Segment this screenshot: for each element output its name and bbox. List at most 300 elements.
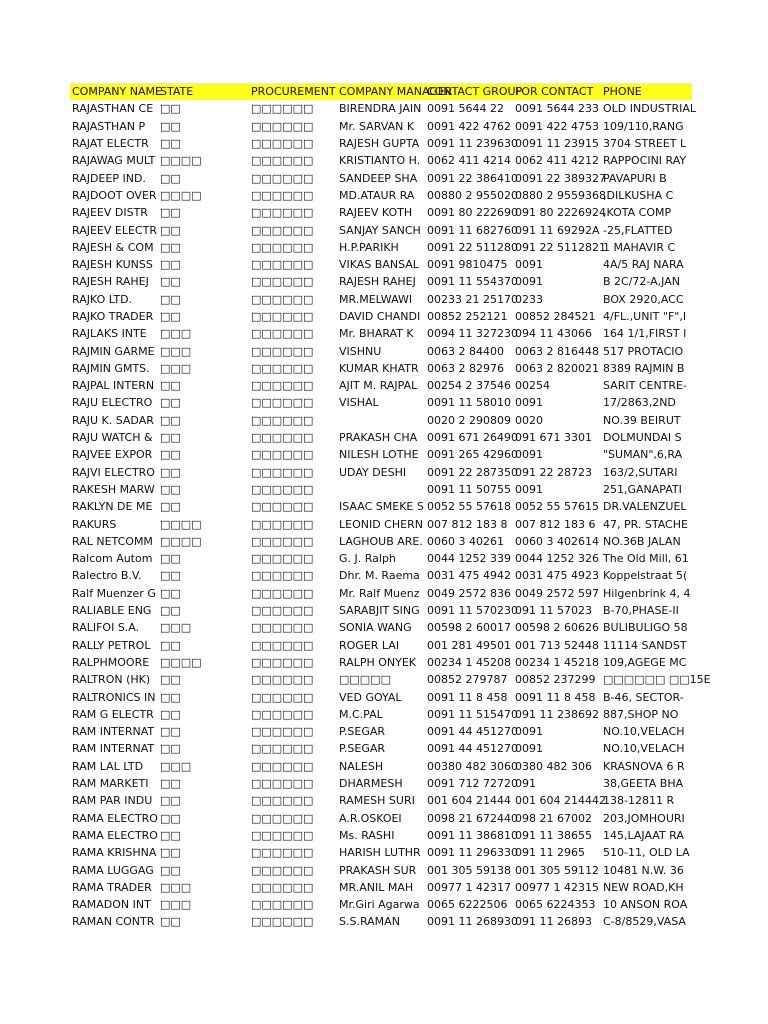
cell-company-manager[interactable]: S.S.RAMAN [339, 915, 400, 929]
cell-procurement[interactable]: □□□□□□ [251, 171, 314, 185]
cell-contact-group[interactable]: 0062 411 4214 [427, 154, 511, 168]
cell-procurement[interactable]: □□□□□□ [251, 707, 314, 721]
cell-state[interactable]: □□ [160, 569, 181, 583]
cell-phone[interactable]: 4A/5 RAJ NARA [603, 258, 684, 272]
cell-state[interactable]: □□ [160, 690, 181, 704]
cell-phone[interactable]: -25,FLATTED [603, 223, 673, 237]
cell-company-name[interactable]: RAMA TRADER [72, 880, 152, 894]
cell-company-manager[interactable]: BIRENDRA JAIN [339, 102, 422, 116]
cell-procurement[interactable]: □□□□□□ [251, 119, 314, 133]
cell-phone[interactable]: 47, PR. STACHE [603, 517, 688, 531]
cell-company-manager[interactable]: RAMESH SURI [339, 794, 415, 808]
cell-contact-group[interactable]: 0091 11 554370 [427, 275, 518, 289]
cell-for-contact[interactable]: 091 11 69292A [515, 223, 600, 237]
cell-state[interactable]: □□ [160, 240, 181, 254]
cell-phone[interactable]: 3704 STREET L [603, 137, 687, 151]
cell-company-name[interactable]: RALTRON (HK) [72, 673, 151, 687]
cell-for-contact[interactable]: 00977 1 42315 [515, 880, 599, 894]
cell-for-contact[interactable]: 091 11 38655 [515, 828, 592, 842]
cell-state[interactable]: □□ [160, 102, 181, 116]
cell-procurement[interactable]: □□□□□□ [251, 794, 314, 808]
cell-state[interactable]: □□□ [160, 327, 192, 341]
cell-for-contact[interactable]: 091 11 57023 [515, 604, 592, 618]
cell-company-manager[interactable]: SONIA WANG [339, 621, 412, 635]
cell-state[interactable]: □□ [160, 742, 181, 756]
cell-company-name[interactable]: RAM PAR INDU [72, 794, 153, 808]
cell-state[interactable]: □□ [160, 258, 181, 272]
cell-for-contact[interactable]: 0044 1252 326 [515, 552, 599, 566]
cell-company-name[interactable]: RAM MARKETI [72, 777, 149, 791]
cell-company-manager[interactable]: Mr. BHARAT K [339, 327, 414, 341]
header-company-manager[interactable]: COMPANY MANAGER [339, 85, 453, 99]
cell-company-manager[interactable]: RALPH ONYEK [339, 655, 417, 669]
cell-phone[interactable]: 517 PROTACIO [603, 344, 684, 358]
cell-contact-group[interactable]: 00254 2 37546 [427, 379, 511, 393]
cell-state[interactable]: □□ [160, 673, 181, 687]
cell-phone[interactable]: 145,LAJAAT RA [603, 828, 684, 842]
cell-contact-group[interactable]: 0020 2 290809 [427, 413, 511, 427]
cell-company-name[interactable]: RAMAN CONTR [72, 915, 155, 929]
cell-company-manager[interactable]: H.P.PARIKH [339, 240, 399, 254]
cell-state[interactable]: □□ [160, 292, 181, 306]
cell-state[interactable]: □□ [160, 863, 181, 877]
cell-company-name[interactable]: RAM INTERNAT [72, 725, 155, 739]
cell-state[interactable]: □□ [160, 811, 181, 825]
cell-company-name[interactable]: RAJESH RAHEJ [72, 275, 149, 289]
cell-contact-group[interactable]: 0091 44 451270 [427, 742, 518, 756]
cell-for-contact[interactable]: 0091 [515, 482, 543, 496]
cell-procurement[interactable]: □□□□□□ [251, 396, 314, 410]
cell-procurement[interactable]: □□□□□□ [251, 863, 314, 877]
cell-phone[interactable]: BOX 2920,ACC [603, 292, 684, 306]
cell-for-contact[interactable]: 0091 [515, 742, 543, 756]
cell-phone[interactable]: KRASNOVA 6 R [603, 759, 685, 773]
cell-for-contact[interactable]: 0091 [515, 275, 543, 289]
cell-contact-group[interactable]: 0065 6222506 [427, 898, 508, 912]
cell-for-contact[interactable]: 0062 411 4212 [515, 154, 599, 168]
cell-for-contact[interactable]: 0052 55 57615 [515, 500, 599, 514]
cell-company-name[interactable]: RAJESH KUNSS [72, 258, 153, 272]
cell-contact-group[interactable]: 0031 475 4942 [427, 569, 511, 583]
cell-phone[interactable]: NO.10,VELACH [603, 742, 685, 756]
cell-for-contact[interactable]: 0020 [515, 413, 543, 427]
cell-phone[interactable]: PAVAPURI B [603, 171, 667, 185]
cell-state[interactable]: □□ [160, 482, 181, 496]
cell-procurement[interactable]: □□□□□□ [251, 188, 314, 202]
cell-company-name[interactable]: Ralectro B.V. [72, 569, 142, 583]
cell-contact-group[interactable]: 0091 80 222690 [427, 206, 518, 220]
cell-contact-group[interactable]: 0094 11 327230 [427, 327, 518, 341]
cell-procurement[interactable]: □□□□□□ [251, 586, 314, 600]
cell-phone[interactable]: 1 MAHAVIR C [603, 240, 676, 254]
cell-company-manager[interactable]: Ms. RASHI [339, 828, 395, 842]
cell-company-manager[interactable]: DAVID CHANDI [339, 310, 421, 323]
cell-contact-group[interactable]: 0091 5644 22 [427, 102, 504, 116]
cell-procurement[interactable]: □□□□□□ [251, 482, 314, 496]
cell-company-manager[interactable]: SARABJIT SING [339, 604, 420, 618]
cell-contact-group[interactable]: 0091 11 682760 [427, 223, 518, 237]
cell-company-name[interactable]: RALIABLE ENG [72, 604, 152, 618]
cell-for-contact[interactable]: 091 80 2226924 [515, 206, 606, 220]
cell-procurement[interactable]: □□□□□□ [251, 604, 314, 618]
cell-phone[interactable]: 251,GANAPATI [603, 482, 682, 496]
cell-procurement[interactable]: □□□□□□ [251, 500, 314, 514]
cell-procurement[interactable]: □□□□□□ [251, 344, 314, 358]
cell-company-manager[interactable]: MD.ATAUR RA [339, 188, 415, 202]
header-phone[interactable]: PHONE [603, 85, 642, 99]
cell-phone[interactable]: 203,JOMHOURI [603, 811, 685, 825]
cell-contact-group[interactable]: 0060 3 40261 [427, 534, 504, 548]
cell-phone[interactable]: ,DILKUSHA C [603, 188, 674, 202]
cell-procurement[interactable]: □□□□□□ [251, 448, 314, 462]
cell-state[interactable]: □□ [160, 604, 181, 618]
cell-company-name[interactable]: RAMA ELECTRO [72, 811, 158, 825]
cell-for-contact[interactable]: 0065 6224353 [515, 898, 596, 912]
cell-phone[interactable]: The Old Mill, 61 [603, 552, 689, 566]
cell-phone[interactable]: C-8/8529,VASA [603, 915, 686, 929]
cell-phone[interactable]: 11114 SANDST [603, 638, 687, 652]
cell-procurement[interactable]: □□□□□□ [251, 828, 314, 842]
cell-company-name[interactable]: RAJDOOT OVER [72, 188, 157, 202]
cell-procurement[interactable]: □□□□□□ [251, 258, 314, 272]
cell-phone[interactable]: Koppelstraat 5( [603, 569, 688, 583]
cell-phone[interactable]: NO.10,VELACH [603, 725, 685, 739]
cell-company-manager[interactable]: HARISH LUTHR [339, 846, 421, 860]
header-contact-group[interactable]: CONTACT GROUP [427, 85, 523, 99]
cell-procurement[interactable]: □□□□□□ [251, 275, 314, 289]
cell-phone[interactable]: DOLMUNDAI S [603, 431, 682, 445]
cell-state[interactable]: □□ [160, 396, 181, 410]
cell-for-contact[interactable]: 091 11 2965 [515, 846, 585, 860]
cell-company-name[interactable]: RAJDEEP IND. [72, 171, 146, 185]
cell-procurement[interactable]: □□□□□□ [251, 102, 314, 116]
cell-company-manager[interactable]: □□□□□ [339, 673, 391, 687]
cell-for-contact[interactable]: 0091 11 8 458 [515, 690, 596, 704]
cell-contact-group[interactable]: 001 305 59138 [427, 863, 511, 877]
header-state[interactable]: STATE [160, 85, 194, 99]
cell-state[interactable]: □□□□ [160, 517, 202, 531]
cell-company-manager[interactable]: VED GOYAL [339, 690, 402, 704]
cell-state[interactable]: □□ [160, 552, 181, 566]
cell-phone[interactable]: RAPPOCINI RAY [603, 154, 687, 168]
cell-company-name[interactable]: RAJKO TRADER [72, 310, 154, 323]
cell-company-manager[interactable]: P.SEGAR [339, 725, 386, 739]
cell-contact-group[interactable]: 0091 422 4762 [427, 119, 511, 133]
cell-for-contact[interactable]: 091 671 3301 [515, 431, 592, 445]
cell-state[interactable]: □□ [160, 725, 181, 739]
cell-contact-group[interactable]: 0091 11 268930 [427, 915, 518, 929]
cell-contact-group[interactable]: 0091 265 42960 [427, 448, 518, 462]
cell-company-name[interactable]: RALPHMOORE [72, 655, 150, 669]
cell-phone[interactable]: 17/2863,2ND [603, 396, 676, 410]
cell-company-manager[interactable]: UDAY DESHI [339, 465, 407, 479]
cell-state[interactable]: □□ [160, 379, 181, 393]
cell-procurement[interactable]: □□□□□□ [251, 742, 314, 756]
cell-state[interactable]: □□ [160, 413, 181, 427]
cell-company-name[interactable]: RAJMIN GARME [72, 344, 155, 358]
cell-for-contact[interactable]: 091 22 28723 [515, 465, 592, 479]
cell-phone[interactable]: "SUMAN",6,RA [603, 448, 683, 462]
cell-for-contact[interactable]: 0380 482 306 [515, 759, 592, 773]
cell-company-name[interactable]: RAKURS [72, 517, 117, 531]
cell-company-manager[interactable]: NALESH [339, 759, 384, 773]
cell-company-manager[interactable]: RAJEEV KOTH [339, 206, 413, 220]
cell-phone[interactable]: 109,AGEGE MC [603, 655, 687, 669]
cell-company-name[interactable]: RAJVI ELECTRO [72, 465, 155, 479]
cell-contact-group[interactable]: 0091 22 287350 [427, 465, 518, 479]
cell-state[interactable]: □□ [160, 275, 181, 289]
cell-state[interactable]: □□ [160, 206, 181, 220]
cell-phone[interactable]: Hilgenbrink 4, 4 [603, 586, 691, 600]
cell-state[interactable]: □□ [160, 846, 181, 860]
cell-procurement[interactable]: □□□□□□ [251, 465, 314, 479]
cell-for-contact[interactable]: 0049 2572 597 [515, 586, 599, 600]
cell-company-name[interactable]: RAJAT ELECTR [72, 137, 149, 151]
cell-company-name[interactable]: RAKLYN DE ME [72, 500, 153, 514]
cell-procurement[interactable]: □□□□□□ [251, 898, 314, 912]
cell-company-manager[interactable]: Mr.Giri Agarwa [339, 898, 420, 912]
header-for-contact[interactable]: FOR CONTACT [515, 85, 594, 99]
cell-company-manager[interactable]: KUMAR KHATR [339, 361, 419, 375]
cell-for-contact[interactable]: 098 21 67002 [515, 811, 592, 825]
cell-procurement[interactable]: □□□□□□ [251, 534, 314, 548]
cell-contact-group[interactable]: 0098 21 672440 [427, 811, 518, 825]
cell-procurement[interactable]: □□□□□□ [251, 638, 314, 652]
cell-phone[interactable]: 164 1/1,FIRST I [603, 327, 687, 341]
cell-state[interactable]: □□□□ [160, 188, 202, 202]
cell-contact-group[interactable]: 0091 11 58010 [427, 396, 511, 410]
cell-company-name[interactable]: RALTRONICS IN [72, 690, 156, 704]
cell-procurement[interactable]: □□□□□□ [251, 655, 314, 669]
cell-company-name[interactable]: RAL NETCOMM [72, 534, 153, 548]
cell-phone[interactable]: 38,GEETA BHA [603, 777, 684, 791]
cell-contact-group[interactable]: 0063 2 84400 [427, 344, 504, 358]
cell-for-contact[interactable]: 0063 2 816448 [515, 344, 599, 358]
cell-for-contact[interactable]: 091 [515, 777, 536, 791]
cell-state[interactable]: □□□□ [160, 655, 202, 669]
cell-phone[interactable]: 4/FL.,UNIT "F",I [603, 310, 687, 323]
cell-contact-group[interactable]: 00852 252121 [427, 310, 508, 323]
cell-procurement[interactable]: □□□□□□ [251, 759, 314, 773]
cell-contact-group[interactable]: 0091 11 8 458 [427, 690, 508, 704]
cell-phone[interactable]: 10481 N.W. 36 [603, 863, 684, 877]
cell-company-manager[interactable]: Dhr. M. Raema [339, 569, 420, 583]
cell-company-manager[interactable]: PRAKASH SUR [339, 863, 417, 877]
cell-contact-group[interactable]: 0091 9810475 [427, 258, 508, 272]
cell-company-name[interactable]: RAJVEE EXPOR [72, 448, 153, 462]
cell-procurement[interactable]: □□□□□□ [251, 777, 314, 791]
cell-procurement[interactable]: □□□□□□ [251, 431, 314, 445]
cell-procurement[interactable]: □□□□□□ [251, 310, 314, 323]
cell-for-contact[interactable]: 0060 3 402614 [515, 534, 599, 548]
cell-contact-group[interactable]: 00977 1 42317 [427, 880, 511, 894]
cell-procurement[interactable]: □□□□□□ [251, 517, 314, 531]
cell-state[interactable]: □□□□ [160, 154, 202, 168]
cell-phone[interactable]: 10 ANSON ROA [603, 898, 688, 912]
cell-company-manager[interactable]: DHARMESH [339, 777, 403, 791]
cell-state[interactable]: □□□ [160, 344, 192, 358]
cell-company-name[interactable]: RAJU ELECTRO [72, 396, 153, 410]
cell-contact-group[interactable]: 001 604 21444 [427, 794, 511, 808]
cell-state[interactable]: □□ [160, 223, 181, 237]
cell-for-contact[interactable]: 007 812 183 6 [515, 517, 596, 531]
cell-for-contact[interactable]: 0233 [515, 292, 543, 306]
cell-phone[interactable]: B 2C/72-A,JAN [603, 275, 680, 289]
cell-contact-group[interactable]: 00380 482 3060 [427, 759, 518, 773]
cell-for-contact[interactable]: 0091 5644 233 [515, 102, 599, 116]
cell-for-contact[interactable]: 0091 22 389327 [515, 171, 606, 185]
cell-company-manager[interactable]: MR.MELWAWI [339, 292, 413, 306]
cell-contact-group[interactable]: 001 281 49501 [427, 638, 511, 652]
cell-state[interactable]: □□ [160, 777, 181, 791]
cell-for-contact[interactable]: 0091 422 4753 [515, 119, 599, 133]
cell-contact-group[interactable]: 0091 11 239630 [427, 137, 518, 151]
cell-contact-group[interactable]: 00852 279787 [427, 673, 508, 687]
cell-company-manager[interactable]: Mr. SARVAN K [339, 119, 415, 133]
cell-company-name[interactable]: RAJKO LTD. [72, 292, 133, 306]
cell-company-name[interactable]: RAJEEV ELECTR [72, 223, 157, 237]
cell-for-contact[interactable]: 00234 1 45218 [515, 655, 599, 669]
cell-contact-group[interactable]: 0091 22 511280 [427, 240, 518, 254]
cell-for-contact[interactable]: 0091 [515, 448, 543, 462]
cell-contact-group[interactable]: 0091 11 50755 [427, 482, 511, 496]
cell-company-manager[interactable]: PRAKASH CHA [339, 431, 418, 445]
cell-contact-group[interactable]: 0091 712 72720 [427, 777, 518, 791]
cell-company-manager[interactable]: G. J. Ralph [339, 552, 396, 566]
cell-company-name[interactable]: Ralcom Autom [72, 552, 153, 566]
cell-contact-group[interactable]: 0091 11 296330 [427, 846, 518, 860]
cell-company-name[interactable]: RAM INTERNAT [72, 742, 155, 756]
cell-state[interactable]: □□ [160, 794, 181, 808]
cell-company-manager[interactable]: A.R.OSKOEI [339, 811, 402, 825]
header-company-name[interactable]: COMPANY NAME [72, 85, 162, 99]
cell-company-manager[interactable]: LEONID CHERN [339, 517, 423, 531]
cell-for-contact[interactable]: 00254 [515, 379, 550, 393]
cell-company-name[interactable]: RAM LAL LTD [72, 759, 144, 773]
cell-phone[interactable]: OLD INDUSTRIAL [603, 102, 696, 116]
cell-company-name[interactable]: RALIFOI S.A. [72, 621, 140, 635]
cell-contact-group[interactable]: 0044 1252 339 [427, 552, 511, 566]
cell-company-name[interactable]: RAM G ELECTR [72, 707, 154, 721]
cell-state[interactable]: □□ [160, 500, 181, 514]
cell-procurement[interactable]: □□□□□□ [251, 413, 314, 427]
cell-company-name[interactable]: RALLY PETROL [72, 638, 151, 652]
cell-procurement[interactable]: □□□□□□ [251, 725, 314, 739]
cell-state[interactable]: □□□ [160, 361, 192, 375]
cell-contact-group[interactable]: 0091 44 451270 [427, 725, 518, 739]
cell-contact-group[interactable]: 0091 11 570230 [427, 604, 518, 618]
cell-procurement[interactable]: □□□□□□ [251, 673, 314, 687]
cell-procurement[interactable]: □□□□□□ [251, 552, 314, 566]
cell-contact-group[interactable]: 0063 2 82976 [427, 361, 504, 375]
cell-company-manager[interactable]: RAJESH RAHEJ [339, 275, 416, 289]
cell-procurement[interactable]: □□□□□□ [251, 154, 314, 168]
cell-company-manager[interactable]: VISHAL [339, 396, 379, 410]
cell-phone[interactable]: SARIT CENTRE- [603, 379, 687, 393]
cell-contact-group[interactable]: 007 812 183 8 [427, 517, 508, 531]
cell-phone[interactable]: NEW ROAD,KH [603, 880, 684, 894]
cell-company-name[interactable]: RAMADON INT [72, 898, 151, 912]
header-procurement[interactable]: PROCUREMENT [251, 85, 336, 99]
cell-procurement[interactable]: □□□□□□ [251, 206, 314, 220]
cell-company-manager[interactable]: LAGHOUB ARE. [339, 534, 423, 548]
cell-company-name[interactable]: RAJMIN GMTS. [72, 361, 150, 375]
cell-company-manager[interactable]: M.C.PAL [339, 707, 383, 721]
cell-contact-group[interactable]: 0091 11 386810 [427, 828, 518, 842]
cell-for-contact[interactable]: 091 22 5112821 [515, 240, 606, 254]
cell-company-manager[interactable]: Mr. Ralf Muenz [339, 586, 420, 600]
cell-phone[interactable]: B-70,PHASE-II [603, 604, 679, 618]
cell-state[interactable]: □□ [160, 171, 181, 185]
cell-company-manager[interactable]: ROGER LAI [339, 638, 400, 652]
cell-phone[interactable]: NO.36B JALAN [603, 534, 681, 548]
cell-company-name[interactable]: RAMA LUGGAG [72, 863, 154, 877]
cell-contact-group[interactable]: 00234 1 45208 [427, 655, 511, 669]
cell-for-contact[interactable]: 00598 2 60626 [515, 621, 599, 635]
cell-procurement[interactable]: □□□□□□ [251, 137, 314, 151]
cell-phone[interactable]: BULIBULIGO 58 [603, 621, 688, 635]
cell-state[interactable]: □□ [160, 465, 181, 479]
cell-state[interactable]: □□□ [160, 880, 192, 894]
cell-for-contact[interactable]: 001 305 59112 [515, 863, 599, 877]
cell-procurement[interactable]: □□□□□□ [251, 361, 314, 375]
cell-for-contact[interactable]: 0091 [515, 396, 543, 410]
cell-for-contact[interactable]: 00852 284521 [515, 310, 596, 323]
cell-procurement[interactable]: □□□□□□ [251, 223, 314, 237]
cell-for-contact[interactable]: 00852 237299 [515, 673, 596, 687]
cell-company-manager[interactable]: SANJAY SANCH [339, 223, 421, 237]
cell-for-contact[interactable]: 001 604 214442 [515, 794, 606, 808]
cell-state[interactable]: □□□□ [160, 534, 202, 548]
cell-company-name[interactable]: RAMA KRISHNA [72, 846, 157, 860]
cell-for-contact[interactable]: 091 11 26893 [515, 915, 592, 929]
cell-phone[interactable]: 8389 RAJMIN B [603, 361, 685, 375]
cell-company-manager[interactable]: P.SEGAR [339, 742, 386, 756]
cell-company-manager[interactable]: VISHNU [339, 344, 382, 358]
cell-procurement[interactable]: □□□□□□ [251, 811, 314, 825]
cell-contact-group[interactable]: 0091 22 386410 [427, 171, 518, 185]
cell-procurement[interactable]: □□□□□□ [251, 915, 314, 929]
cell-company-manager[interactable]: SANDEEP SHA [339, 171, 418, 185]
cell-for-contact[interactable]: 0091 11 23915 [515, 137, 599, 151]
cell-company-name[interactable]: RAJLAKS INTE [72, 327, 147, 341]
cell-contact-group[interactable]: 00598 2 60017 [427, 621, 511, 635]
cell-for-contact[interactable]: 091 11 238692 [515, 707, 599, 721]
cell-contact-group[interactable]: 0091 671 26490 [427, 431, 518, 445]
cell-procurement[interactable]: □□□□□□ [251, 846, 314, 860]
cell-state[interactable]: □□ [160, 707, 181, 721]
cell-company-manager[interactable]: VIKAS BANSAL [339, 258, 419, 272]
cell-for-contact[interactable]: 0031 475 4923 [515, 569, 599, 583]
cell-company-name[interactable]: RAJAWAG MULT [72, 154, 156, 168]
cell-company-name[interactable]: RAJESH & COM [72, 240, 154, 254]
cell-company-manager[interactable]: AJIT M. RAJPAL [339, 379, 418, 393]
cell-contact-group[interactable]: 00880 2 955020 [427, 188, 518, 202]
cell-phone[interactable]: NO.39 BEIRUT [603, 413, 681, 427]
cell-for-contact[interactable]: 0091 [515, 725, 543, 739]
cell-state[interactable]: □□ [160, 431, 181, 445]
cell-company-name[interactable]: RAJEEV DISTR [72, 206, 148, 220]
cell-phone[interactable]: 163/2,SUTARI [603, 465, 678, 479]
cell-procurement[interactable]: □□□□□□ [251, 327, 314, 341]
cell-for-contact[interactable]: 0880 2 9559368 [515, 188, 606, 202]
cell-for-contact[interactable]: 094 11 43066 [515, 327, 592, 341]
cell-contact-group[interactable]: 0049 2572 836 [427, 586, 511, 600]
cell-state[interactable]: □□ [160, 915, 181, 929]
cell-state[interactable]: □□ [160, 119, 181, 133]
cell-procurement[interactable]: □□□□□□ [251, 569, 314, 583]
cell-phone[interactable]: B-46, SECTOR- [603, 690, 684, 704]
